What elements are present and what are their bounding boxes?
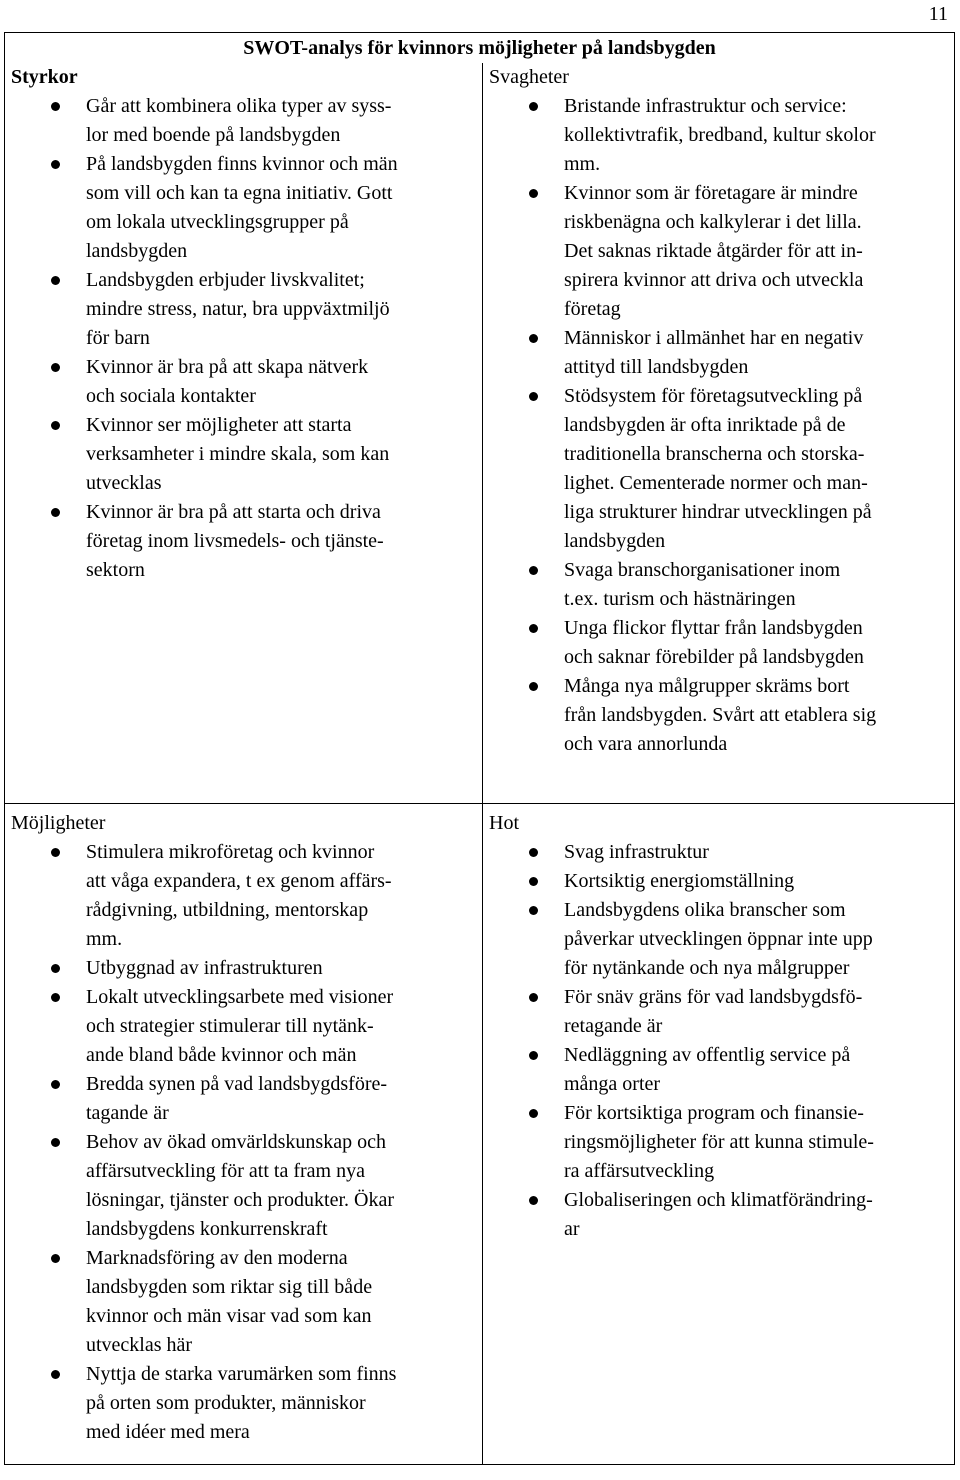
list-item-text: Bristande infrastruktur och service: kollektivtrafik, bredband, kultur skolor mm.: [564, 95, 876, 175]
list-item-text: Många nya målgrupper skräms bort från landsbygden. Svårt att etablera sig och vara annorlunda: [564, 675, 877, 755]
list-item: [5, 266, 482, 353]
threats-heading: Hot: [489, 812, 519, 834]
list-item: [5, 1070, 482, 1128]
bullet-icon: [529, 624, 538, 633]
bullet-icon: [51, 1254, 60, 1263]
strengths-cell: [5, 63, 483, 804]
list-item-text: Går att kombinera olika typer av syss- lor med boende på landsbygden: [86, 95, 392, 146]
list-item-text: Stödsystem för företagsutveckling på landsbygden är ofta inriktade på de traditionella branscherna och storska- lighet. Cementerade normer och man- liga strukturer hindrar utvecklingen på landsbygden: [564, 385, 872, 552]
bullet-icon: [51, 993, 60, 1002]
list-item: [5, 1128, 482, 1244]
opportunities-heading: Möjligheter: [11, 812, 106, 834]
title-row: [5, 33, 955, 64]
list-item: [483, 838, 954, 867]
bottom-row: [5, 804, 955, 1465]
bullet-icon: [529, 848, 538, 857]
bullet-icon: [529, 993, 538, 1002]
list-item-text: Kvinnor är bra på att skapa nätverk och sociala kontakter: [86, 356, 369, 407]
bullet-icon: [51, 160, 60, 169]
list-item-text: Stimulera mikroföretag och kvinnor att våga expandera, t ex genom affärs- rådgivning, utbildning, mentorskap mm.: [86, 841, 392, 950]
top-row: [5, 63, 955, 804]
list-item-text: Landsbygdens olika branscher som påverkar utvecklingen öppnar inte upp för nytänkande och nya målgrupper: [564, 899, 873, 979]
list-item: [5, 92, 482, 150]
bullet-icon: [529, 334, 538, 343]
list-item: [483, 896, 954, 983]
list-item: [483, 1099, 954, 1186]
list-item-text: Globaliseringen och klimatförändring- ar: [564, 1189, 873, 1240]
bullet-icon: [529, 906, 538, 915]
list-item-text: Utbyggnad av infrastrukturen: [86, 957, 323, 979]
list-item-text: Kortsiktig energiomställning: [564, 870, 795, 892]
threats-list: [483, 838, 954, 1244]
list-item: [483, 382, 954, 556]
list-item: [483, 867, 954, 896]
opportunities-list: [5, 838, 482, 1447]
bullet-icon: [529, 1109, 538, 1118]
bullet-icon: [529, 566, 538, 575]
list-item-text: Lokalt utvecklingsarbete med visioner och strategier stimulerar till nytänk- ande bland både kvinnor och män: [86, 986, 394, 1066]
bullet-icon: [529, 392, 538, 401]
list-item-text: Unga flickor flyttar från landsbygden och saknar förebilder på landsbygden: [564, 617, 864, 668]
list-item: [5, 838, 482, 954]
bullet-icon: [51, 363, 60, 372]
bullet-icon: [529, 1051, 538, 1060]
list-item: [5, 954, 482, 983]
list-item-text: Marknadsföring av den moderna landsbygden som riktar sig till både kvinnor och män visar vad som kan utvecklas här: [86, 1247, 373, 1356]
list-item-text: Svag infrastruktur: [564, 841, 709, 863]
bullet-icon: [51, 1138, 60, 1147]
bullet-icon: [529, 1196, 538, 1205]
list-item-text: På landsbygden finns kvinnor och män som vill och kan ta egna initiativ. Gott om lokala utvecklingsgrupper på landsbygden: [86, 153, 398, 262]
list-item-text: Kvinnor är bra på att starta och driva företag inom livsmedels- och tjänste- sektorn: [86, 501, 384, 581]
list-item: [5, 983, 482, 1070]
list-item-text: Kvinnor som är företagare är mindre riskbenägna och kalkylerar i det lilla. Det saknas riktade åtgärder för att in- spirera kvinnor att driva och utveckla företag: [564, 182, 864, 320]
bullet-icon: [51, 508, 60, 517]
list-item-text: Kvinnor ser möjligheter att starta verksamheter i mindre skala, som kan utvecklas: [86, 414, 390, 494]
list-item-text: Nedläggning av offentlig service på många orter: [564, 1044, 851, 1095]
list-item: [483, 92, 954, 179]
list-item: [5, 411, 482, 498]
opportunities-cell: [5, 804, 483, 1465]
list-item-text: Behov av ökad omvärldskunskap och affärsutveckling för att ta fram nya lösningar, tjänster och produkter. Ökar landsbygdens konkurrenskraft: [86, 1131, 395, 1240]
swot-table: [4, 32, 955, 1465]
list-item: [483, 672, 954, 759]
list-item: [483, 179, 954, 324]
list-item: [5, 1360, 482, 1447]
list-item: [5, 353, 482, 411]
list-item-text: För snäv gräns för vad landsbygdsfö- retagande är: [564, 986, 863, 1037]
list-item: [483, 324, 954, 382]
list-item: [483, 614, 954, 672]
list-item: [483, 983, 954, 1041]
list-item: [5, 150, 482, 266]
bullet-icon: [51, 848, 60, 857]
bullet-icon: [529, 682, 538, 691]
bullet-icon: [529, 877, 538, 886]
weaknesses-heading: Svagheter: [489, 66, 569, 88]
list-item: [483, 1041, 954, 1099]
bullet-icon: [51, 964, 60, 973]
bullet-icon: [51, 102, 60, 111]
list-item-text: Nyttja de starka varumärken som finns på orten som produkter, människor med idéer med mera: [86, 1363, 397, 1443]
list-item-text: Landsbygden erbjuder livskvalitet; mindre stress, natur, bra uppväxtmiljö för barn: [86, 269, 390, 349]
weaknesses-cell: [483, 63, 955, 804]
bullet-icon: [51, 1080, 60, 1089]
weaknesses-list: [483, 92, 954, 759]
list-item: [483, 1186, 954, 1244]
list-item-text: Människor i allmänhet har en negativ attityd till landsbygden: [564, 327, 864, 378]
bullet-icon: [51, 421, 60, 430]
list-item: [5, 1244, 482, 1360]
list-item: [483, 556, 954, 614]
strengths-heading: Styrkor: [11, 66, 78, 88]
bullet-icon: [51, 276, 60, 285]
page-number: 11: [928, 3, 948, 25]
list-item-text: Svaga branschorganisationer inom t.ex. turism och hästnäringen: [564, 559, 841, 610]
list-item-text: För kortsiktiga program och finansie- ringsmöjligheter för att kunna stimule- ra affärsutveckling: [564, 1102, 874, 1182]
bullet-icon: [51, 1370, 60, 1379]
list-item: [5, 498, 482, 585]
swot-title: SWOT-analys för kvinnors möjligheter på landsbygden: [5, 33, 955, 64]
strengths-list: [5, 92, 482, 585]
bullet-icon: [529, 189, 538, 198]
list-item-text: Bredda synen på vad landsbygdsföre- tagande är: [86, 1073, 388, 1124]
bullet-icon: [529, 102, 538, 111]
threats-cell: [483, 804, 955, 1465]
